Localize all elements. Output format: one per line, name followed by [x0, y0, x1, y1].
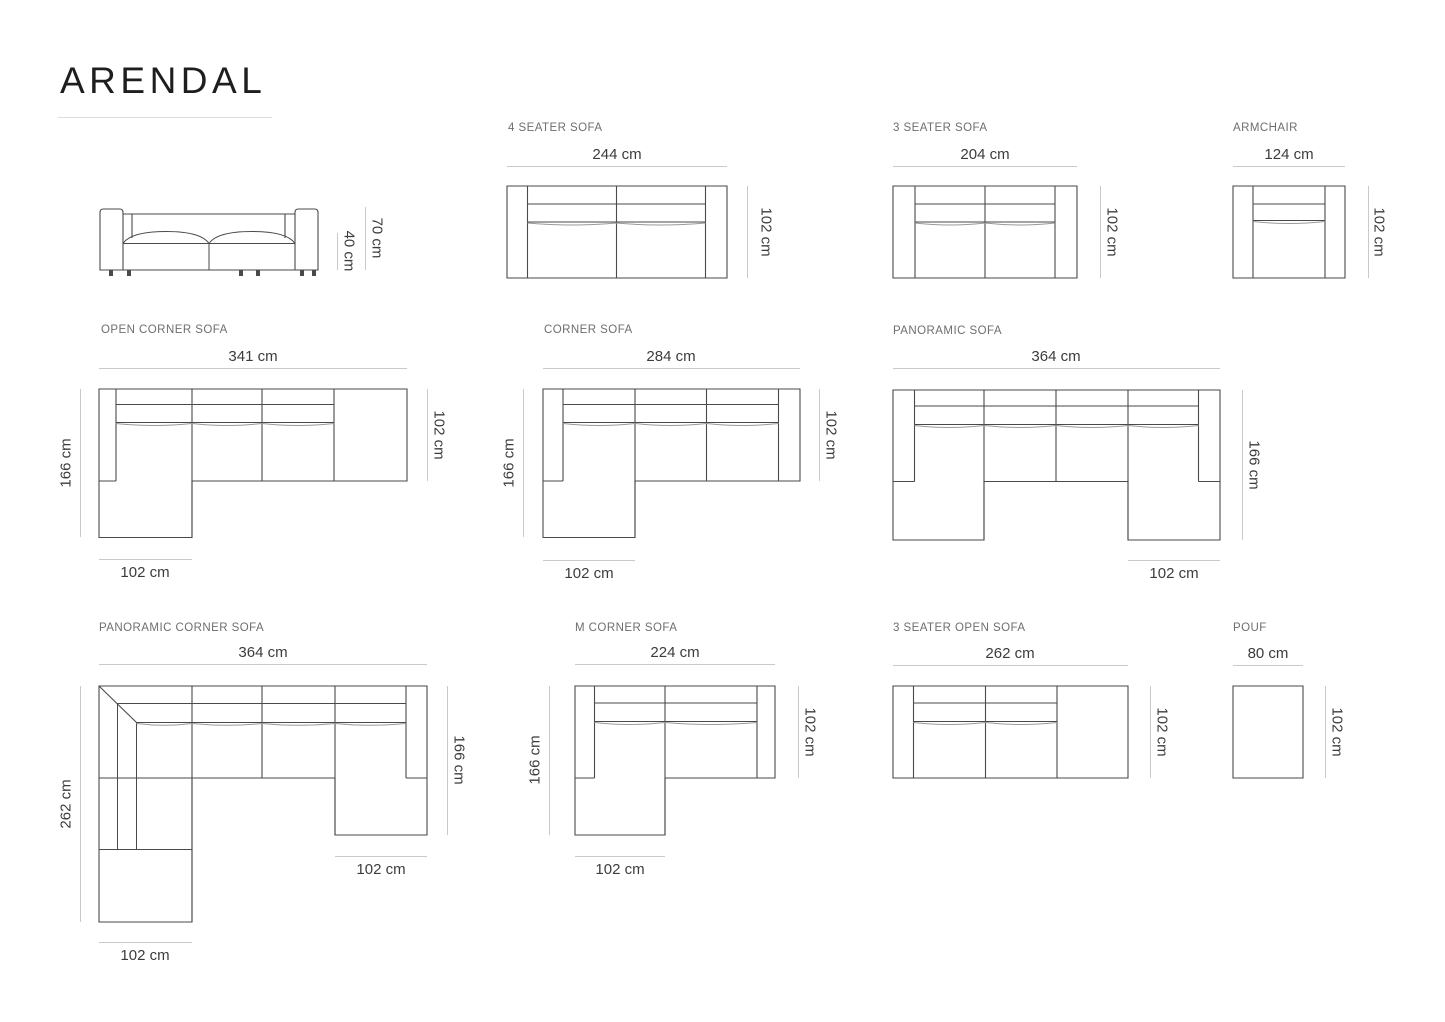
dim-three-seater-open-width: 262 cm — [985, 645, 1035, 662]
dim-line-four-seater-width — [507, 166, 727, 167]
dim-line-panoramic-corner-width — [99, 664, 427, 665]
dim-open-corner-right: 102 cm — [430, 410, 448, 460]
dim-side-seat-height: 40 cm — [340, 230, 358, 272]
dim-line-panoramic-chaise — [1128, 560, 1220, 561]
dim-line-panoramic-corner-right — [447, 686, 448, 835]
dim-line-open-corner-width — [99, 368, 407, 369]
dim-line-armchair-width — [1233, 166, 1345, 167]
panoramic-diagram — [893, 390, 1220, 540]
label-panoramic: PANORAMIC SOFA — [893, 325, 1002, 337]
dim-m-corner-width: 224 cm — [650, 644, 700, 661]
dim-line-side-height — [365, 207, 366, 270]
dim-pouf-width: 80 cm — [1247, 645, 1289, 662]
dim-panoramic-width: 364 cm — [1031, 348, 1081, 365]
sofa-side-view-diagram — [100, 209, 318, 276]
dim-three-seater-depth: 102 cm — [1103, 207, 1121, 257]
dim-line-pouf-width — [1233, 665, 1303, 666]
dim-panoramic-corner-left: 262 cm — [57, 779, 75, 829]
label-panoramic-corner: PANORAMIC CORNER SOFA — [99, 622, 265, 634]
dim-line-pouf-depth — [1325, 686, 1326, 778]
dim-line-m-corner-width — [575, 664, 775, 665]
dim-panoramic-corner-left-chaise: 102 cm — [120, 947, 170, 964]
dim-line-four-seater-depth — [747, 186, 748, 278]
label-three-seater: 3 SEATER SOFA — [893, 122, 988, 134]
four-seater-diagram — [507, 186, 727, 278]
dim-line-panoramic-corner-left — [80, 686, 81, 922]
label-three-seater-open: 3 SEATER OPEN SOFA — [893, 622, 1026, 634]
dim-open-corner-chaise: 102 cm — [120, 564, 170, 581]
dim-corner-right: 102 cm — [822, 410, 840, 460]
label-corner: CORNER SOFA — [544, 324, 633, 336]
dim-line-open-corner-left — [80, 389, 81, 537]
sofa-legs — [109, 270, 316, 276]
dim-line-three-seater-depth — [1100, 186, 1101, 278]
label-open-corner: OPEN CORNER SOFA — [101, 324, 228, 336]
dim-line-panoramic-corner-left-chaise — [99, 942, 192, 943]
dim-panoramic-chaise: 102 cm — [1149, 565, 1199, 582]
dim-line-corner-right — [819, 389, 820, 481]
dim-panoramic-right: 166 cm — [1245, 440, 1263, 490]
dim-armchair-depth: 102 cm — [1370, 207, 1388, 257]
dim-line-open-corner-chaise — [99, 559, 192, 560]
dim-side-height: 70 cm — [368, 217, 386, 259]
dim-open-corner-width: 341 cm — [228, 348, 278, 365]
dim-line-corner-width — [543, 368, 800, 369]
dim-four-seater-width: 244 cm — [592, 146, 642, 163]
dim-pouf-depth: 102 cm — [1328, 707, 1346, 757]
dim-three-seater-width: 204 cm — [960, 146, 1010, 163]
dim-open-corner-left: 166 cm — [57, 438, 75, 488]
three-seater-open-diagram — [893, 686, 1128, 778]
open-corner-diagram — [99, 389, 407, 538]
dim-line-m-corner-right — [798, 686, 799, 778]
corner-diagram — [543, 389, 800, 538]
dim-line-armchair-depth — [1368, 186, 1369, 278]
dim-line-three-seater-open-width — [893, 665, 1128, 666]
three-seater-diagram — [893, 186, 1077, 278]
dim-three-seater-open-depth: 102 cm — [1153, 707, 1171, 757]
dim-panoramic-corner-right-chaise: 102 cm — [356, 861, 406, 878]
dim-line-corner-chaise — [543, 560, 635, 561]
dim-line-panoramic-width — [893, 368, 1220, 369]
dim-m-corner-left: 166 cm — [526, 735, 544, 785]
dim-line-side-seat-height — [337, 233, 338, 270]
label-four-seater: 4 SEATER SOFA — [508, 122, 603, 134]
dim-line-m-corner-chaise — [575, 856, 665, 857]
dim-panoramic-corner-right: 166 cm — [450, 735, 468, 785]
dim-corner-width: 284 cm — [646, 348, 696, 365]
m-corner-diagram — [575, 686, 775, 835]
page-title: ARENDAL — [60, 60, 267, 101]
dim-line-open-corner-right — [427, 389, 428, 481]
dim-four-seater-depth: 102 cm — [757, 207, 775, 257]
dim-line-panoramic-corner-right-chaise — [335, 856, 427, 857]
label-m-corner: M CORNER SOFA — [575, 622, 678, 634]
dim-corner-chaise: 102 cm — [564, 565, 614, 582]
dim-line-panoramic-right — [1242, 390, 1243, 540]
pouf-diagram — [1233, 686, 1303, 778]
dim-corner-left: 166 cm — [500, 438, 518, 488]
dim-line-three-seater-width — [893, 166, 1077, 167]
label-armchair: ARMCHAIR — [1233, 122, 1298, 134]
dim-line-m-corner-left — [549, 686, 550, 835]
dim-line-three-seater-open-depth — [1150, 686, 1151, 778]
label-pouf: POUF — [1233, 622, 1267, 634]
dim-m-corner-chaise: 102 cm — [595, 861, 645, 878]
armchair-diagram — [1233, 186, 1345, 278]
dim-armchair-width: 124 cm — [1264, 146, 1314, 163]
dim-line-corner-left — [523, 389, 524, 537]
panoramic-corner-diagram — [99, 686, 427, 922]
dim-panoramic-corner-width: 364 cm — [238, 644, 288, 661]
dim-m-corner-right: 102 cm — [801, 707, 819, 757]
